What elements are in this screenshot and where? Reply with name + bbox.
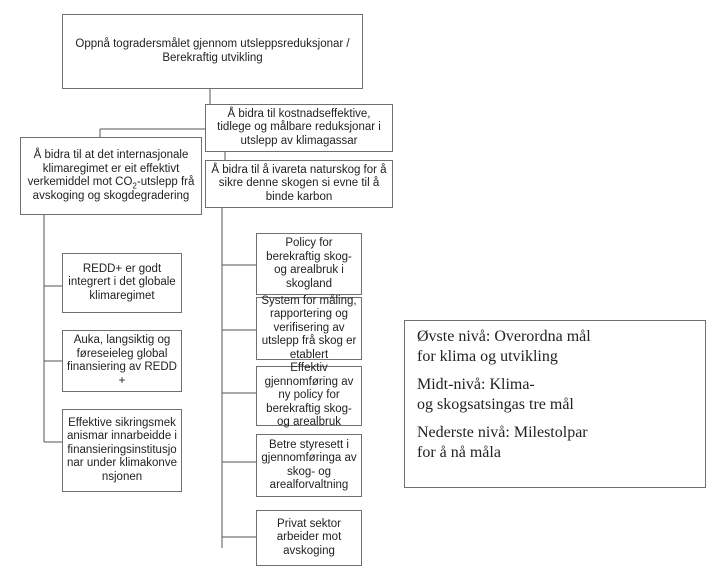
left-milestone-3-text: Effektive sikringsmekanismar innarbeidde i finansieringsinstitusjonar under klimakonvensjonen — [67, 416, 177, 483]
goal-box — [62, 14, 363, 89]
left-milestone-2 — [62, 330, 182, 392]
legend-box — [404, 320, 706, 488]
left-milestone-1-text: REDD+ er godt integrert i det globale klimaregimet — [68, 262, 176, 302]
right-milestone-3 — [256, 362, 362, 429]
co2-subscript: 2 — [132, 181, 137, 191]
right-milestone-3-text: Effektiv gjennomføring av ny policy for berekraftig skog- og arealbruk — [264, 362, 354, 429]
legend-top-level: Øvste nivå: Overordna mål for klima og utvikling — [417, 328, 591, 365]
right-milestone-4 — [256, 434, 362, 497]
right-milestone-2-text: System for måling, rapportering og verifisering av utslepp frå skog er etablert — [261, 294, 357, 361]
climate-regime-goal-text — [24, 149, 198, 203]
emissions-goal-text: Å bidra til kostnadseffektive, tidlege og målbare reduksjonar i utslepp av klimagassar — [217, 107, 381, 147]
right-milestone-5-text: Privat sektor arbeider mot avskoging — [276, 517, 342, 557]
right-milestone-1-text: Policy for berekraftig skog- og arealbruk i skogland — [266, 237, 352, 290]
forest-goal-box — [205, 160, 393, 208]
right-milestone-1 — [256, 233, 362, 295]
legend-mid-level: Midt-nivå: Klima- og skogsatsingas tre mål — [417, 376, 574, 413]
left-milestone-1 — [62, 253, 182, 313]
goal-text: Oppnå togradersmålet gjennom utsleppsreduksjonar / Berekraftig utvikling — [75, 38, 350, 64]
climate-regime-text-part1: Å bidra til at det internasjonale klimaregimet er eit effektivt verkemiddel mot CO — [27, 149, 189, 188]
right-milestone-5 — [256, 510, 362, 566]
legend-bottom-level: Nederste nivå: Milestolpar for å nå måla — [417, 424, 588, 461]
right-milestone-4-text: Betre styresett i gjennomføringa av skog- og arealforvaltning — [261, 438, 357, 491]
right-milestone-2 — [256, 294, 362, 361]
climate-regime-text-part2: -utslepp frå avskoging og skogdegradering — [32, 176, 195, 202]
climate-regime-goal-box — [20, 137, 202, 215]
forest-goal-text: Å bidra til å ivareta naturskog for å sikre denne skogen si evne til å binde karbon — [211, 163, 387, 203]
left-milestone-2-text: Auka, langsiktig og føreseieleg global finansiering av REDD + — [67, 334, 177, 387]
emissions-goal-box — [205, 104, 393, 152]
left-milestone-3 — [62, 409, 182, 492]
